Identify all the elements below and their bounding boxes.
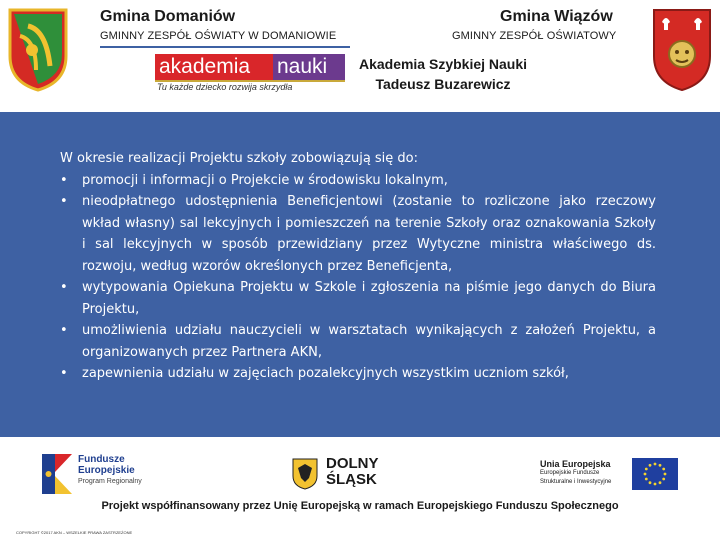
right-gmina-title: Gmina Wiązów [500,8,613,25]
gmina-domaniow-crest [6,6,70,92]
fe-line2: Europejskie [78,465,135,476]
ue-line1: Unia Europejska [540,459,611,469]
right-gmina-subtitle: GMINNY ZESPÓŁ OŚWIATOWY [452,30,617,42]
academy-name: Akademia Szybkiej Nauki [358,56,528,72]
fe-line3: Program Regionalny [78,478,142,485]
unia-europejska-logo [540,458,680,494]
list-item: • promocji i informacji o Projekcie w środowisku lokalnym, [60,170,656,192]
ue-line3: Strukturalne i Inwestycyjne [540,479,612,485]
copyright-text: COPYRIGHT ©2017 AKN – WSZELKIE PRAWA ZASTRZEŻONE [16,530,133,535]
eu-flag-icon [632,458,678,490]
logo-word-akademia: akademia [155,54,275,80]
header-divider-left [100,46,350,48]
intro-text: W okresie realizacji Projektu szkoły zobowiązują się do: [60,151,419,166]
list-item: • umożliwienia udziału nauczycieli w warsztatach wynikających z założeń Projektu, a organizowanych przez Partnera AKN, [60,320,656,363]
domaniow-crest-icon [6,6,70,92]
fe-line1: Fundusze [78,454,125,465]
ds-line2: ŚLĄSK [326,471,377,488]
list-item: • nieodpłatnego udostępnienia Beneficjentowi (zostanie to rozliczone jako rzeczowy wkład własny) sal lekcyjnych i pomieszczeń na terenie Szkoły oraz oznakowania Szkoły i sal lekcyjnych w sposób przewidziany przez Wytyczne ministra właściwego ds. rozwoju, według wzorów określonych przez Beneficjenta, [60,191,656,277]
cofinancing-caption: Projekt współfinansowany przez Unię Europejską w ramach Europejskiego Funduszu Społecznego [101,500,619,512]
list-item: • wytypowania Opiekuna Projektu w Szkole i zgłoszenia na piśmie jego danych do Biura Projektu, [60,277,656,320]
left-gmina-title: Gmina Domaniów [100,8,236,25]
gmina-wiazow-crest [650,6,714,92]
eagle-crest-icon [292,458,318,490]
academy-title [348,54,538,94]
list-item: • zapewnienia udziału w zajęciach pozalekcyjnych wszystkim uczniom szkół, [60,363,656,385]
logo-tagline: Tu każde dziecko rozwija skrzydła [157,82,293,92]
obligations-text [60,148,656,385]
left-gmina-subtitle: GMINNY ZESPÓŁ OŚWIATY W DOMANIOWIE [100,30,337,42]
dolny-slask-logo [292,456,402,496]
ds-line1: DOLNY [326,455,379,472]
ue-line2: Europejskie Fundusze [540,470,600,476]
logo-word-nauki: nauki [273,54,345,80]
academy-owner: Tadeusz Buzarewicz [375,76,511,92]
wiazow-crest-icon [650,6,714,92]
fe-symbol-icon [42,454,72,494]
obligations-list [60,170,656,385]
eu-funding-logos [0,446,720,498]
fundusze-europejskie-logo [42,452,202,496]
akademia-nauki-logo [155,54,345,94]
